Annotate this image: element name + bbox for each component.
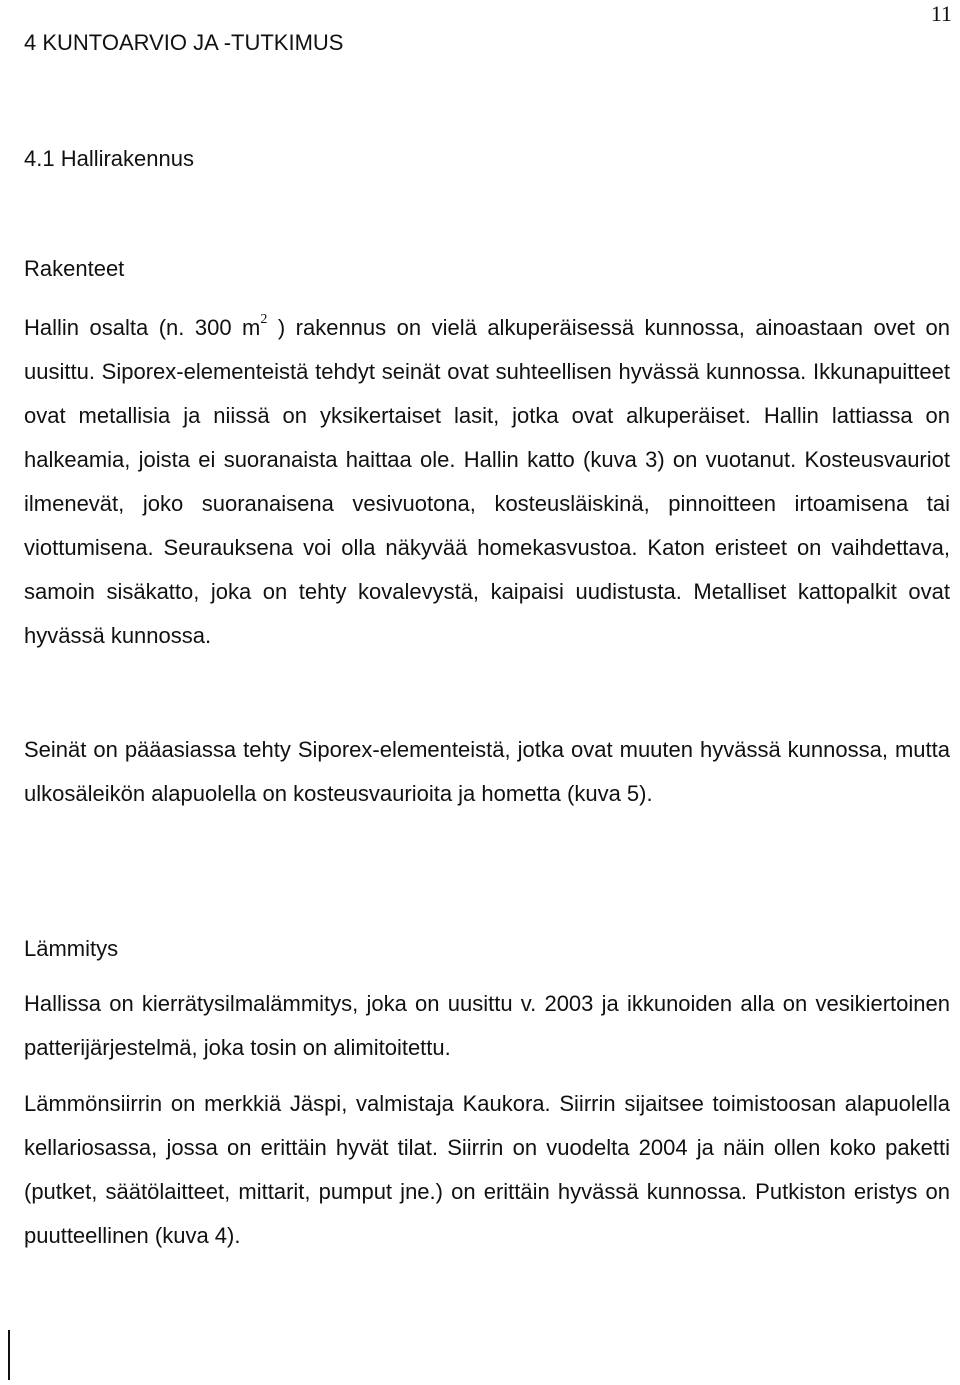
paragraph-lammitys-2: Lämmönsiirrin on merkkiä Jäspi, valmistaja Kaukora. Siirrin sijaitsee toimistoosan alapuolella kellariosassa, jossa on erittäin hyvät tilat. Siirrin on vuodelta 2004 ja näin ollen koko paketti (putket, säätölaitteet, mittarit, pumput jne.) on erittäin hyvässä kunnossa. Putkiston eristys on puutteellinen (kuva 4).: [24, 1091, 950, 1248]
superscript: 2: [260, 312, 268, 327]
paragraph-text: ) rakennus on vielä alkuperäisessä kunnossa, ainoastaan ovet on uusittu. Siporex-elementeistä tehdyt seinät ovat suhteellisen hyvässä kunnossa. Ikkunapuitteet ovat metallisia ja niissä on yksikertaiset lasit, jotka ovat alkuperäiset. Hallin lattiassa on halkeamia, joista ei suoranaista haittaa ole. Hallin katto (kuva 3) on vuotanut. Kosteusvauriot ilmenevät, joko suoranaisena vesivuotona, kosteusläiskinä, pinnoitteen irtoamisena tai viottumisena. Seurauksena voi olla näkyvää homekasvustoa. Katon eristeet on vaihdettava, samoin sisäkatto, joka on tehty kovalevystä, kaipaisi uudistusta. Metalliset kattopalkit ovat hyvässä kunnossa.: [24, 315, 950, 648]
paragraph-rakenteet-2: Seinät on pääasiassa tehty Siporex-elementeistä, jotka ovat muuten hyvässä kunnossa, mutta ulkosäleikön alapuolella on kosteusvaurioita ja hometta (kuva 5).: [24, 737, 950, 806]
subsection-title-lammitys: Lämmitys: [24, 936, 119, 961]
paragraph-text: Hallin osalta (n. 300 m: [24, 315, 261, 340]
section-title: 4.1 Hallirakennus: [24, 146, 194, 171]
paragraph-lammitys-1: Hallissa on kierrätysilmalämmitys, joka on uusittu v. 2003 ja ikkunoiden alla on vesikiertoinen patterijärjestelmä, joka tosin on alimitoitettu.: [24, 991, 950, 1060]
paragraph-rakenteet-1: [24, 306, 950, 658]
page-number: 11: [930, 1, 952, 26]
chapter-title: 4 KUNTOARVIO JA -TUTKIMUS: [24, 30, 344, 55]
margin-mark: [8, 1330, 10, 1380]
subsection-title-rakenteet: Rakenteet: [24, 256, 125, 281]
